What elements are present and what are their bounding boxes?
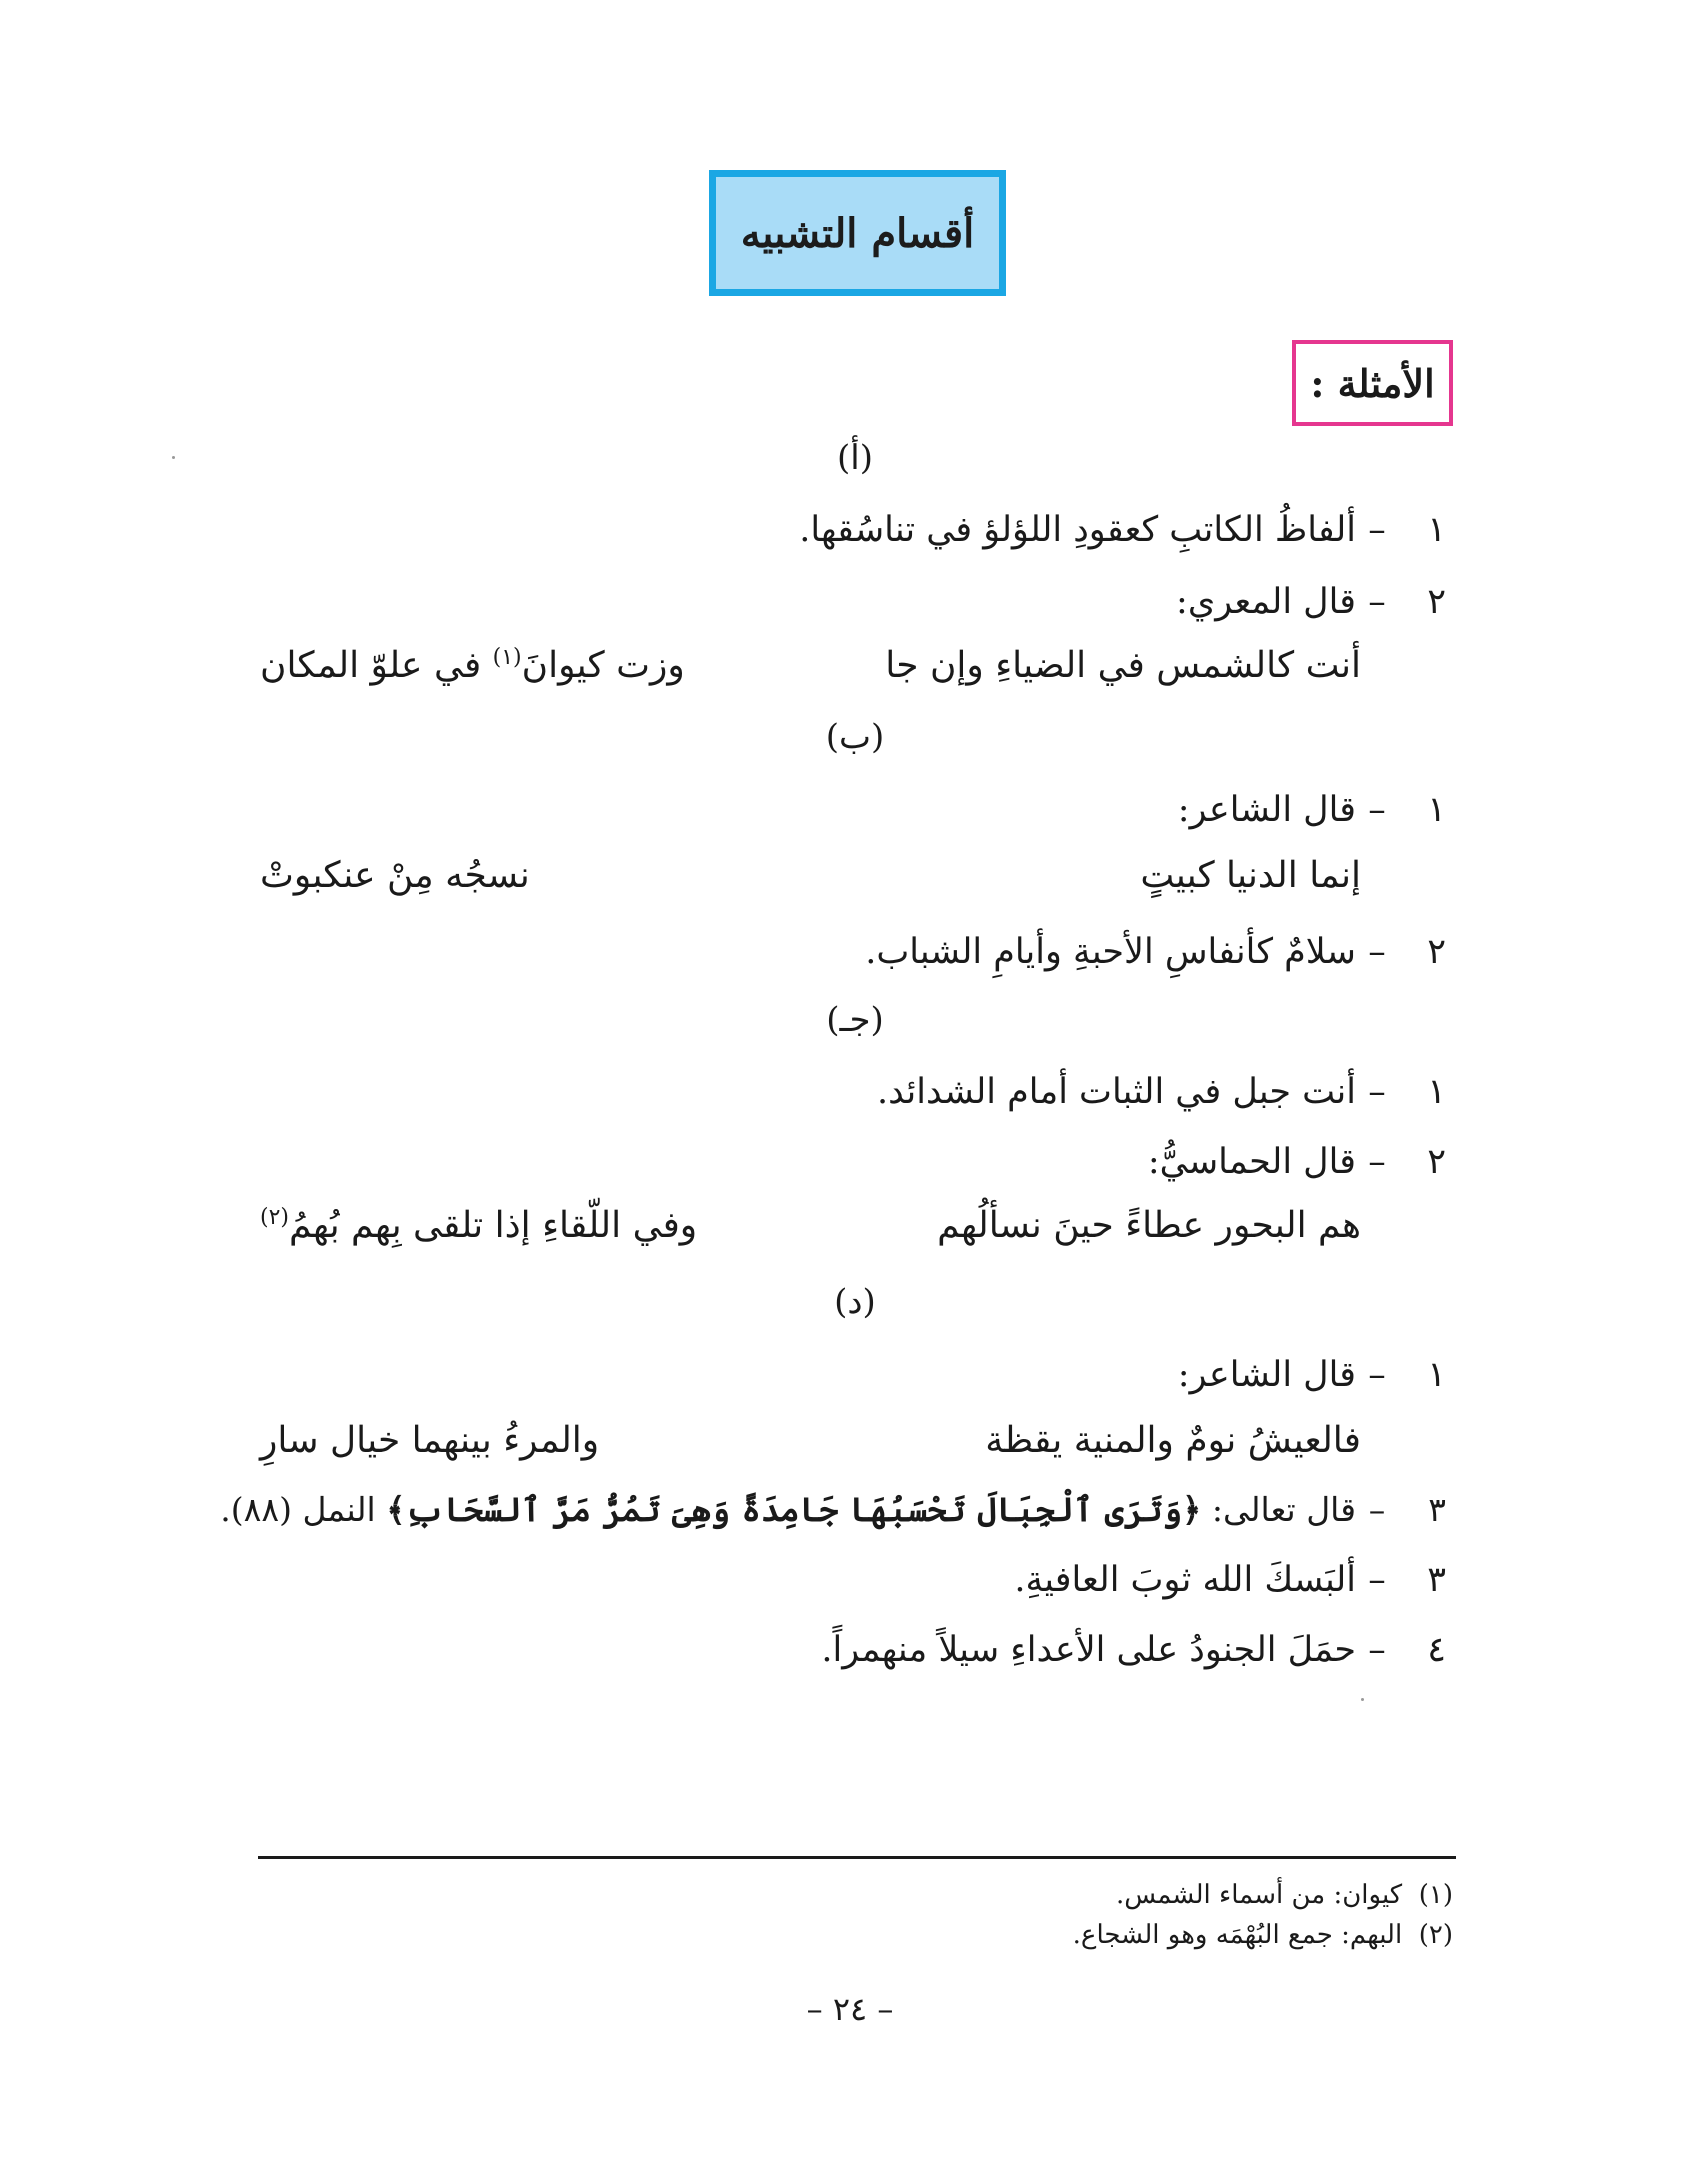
item-text: حمَلَ الجنودُ على الأعداءِ سيلاً منهمراً. [821,1630,1356,1670]
item-dash: – [1368,1560,1386,1600]
item-number: ١ [1427,510,1446,550]
item-text: قال المعري: [1176,582,1356,622]
example-b-2 [865,932,1446,972]
example-d-3 [1014,1560,1446,1600]
scan-speck [1361,1698,1364,1701]
verse-b [260,855,1361,903]
examples-heading: الأمثلة : [1310,360,1435,406]
quran-verse: ﴿وَتَرَى ٱلْجِبَالَ تَحْسَبُهَا جَامِدَةً وَهِىَ تَمُرُّ مَرَّ ٱلسَّحَابِ﴾ [386,1490,1202,1529]
page-title: أقسام التشبيه [740,209,975,257]
example-a-2 [1176,582,1446,622]
item-dash: – [1368,1072,1386,1112]
item-number: ٣ [1428,1490,1446,1529]
verse-part: وزت كيوانَ [521,645,685,686]
group-label-c: (جـ) [826,1000,884,1040]
example-d-2 [220,1490,1446,1529]
group-label-d: (د) [834,1282,876,1322]
item-number: ١ [1427,790,1446,830]
footnote-mark-2: (٢) [260,1205,290,1230]
footnote-mark: (٢) [1418,1920,1453,1950]
verse-first-hemistich: إنما الدنيا كبيتٍ [1140,855,1361,896]
footnote-mark-1: (١) [492,645,522,670]
group-label-a: (أ) [837,438,873,478]
example-b-1 [1178,790,1446,830]
verse-d [260,1420,1361,1468]
item-text: ألبَسكَ الله ثوبَ العافيةِ. [1014,1560,1356,1600]
item-number: ٣ [1427,1560,1446,1600]
item-dash: – [1368,1142,1386,1182]
item-number: ٢ [1427,932,1446,972]
examples-heading-box [1292,340,1453,426]
verse-first-hemistich: فالعيشُ نومٌ والمنية يقظة [985,1420,1361,1461]
scan-speck [172,456,175,459]
verse-c [260,1205,1361,1253]
verse-part: في علوّ المكان [260,645,493,686]
item-number: ١ [1427,1072,1446,1112]
item-text: سلامٌ كأنفاسِ الأحبةِ وأيامِ الشباب. [865,932,1356,972]
example-a-1 [799,510,1446,550]
item-text: قال الحماسيُّ: [1147,1142,1356,1182]
verse-second-hemistich: نسجُه مِنْ عنكبوتْ [260,855,530,896]
item-number: ٢ [1427,582,1446,622]
group-label-b: (ب) [825,717,885,757]
example-c-1 [877,1072,1446,1112]
item-number: ١ [1427,1355,1446,1395]
item-text: قال الشاعر: [1177,790,1356,830]
footnote-divider [258,1856,1456,1859]
verse-second-hemistich: والمرءُ بينهما خيال سارِ [260,1420,600,1461]
item-number: ٤ [1427,1630,1446,1670]
item-dash: – [1368,790,1386,830]
item-dash: – [1368,582,1386,622]
title-box [709,170,1006,296]
item-dash: – [1368,1630,1386,1670]
verse-a [260,645,1361,693]
item-text: أنت جبل في الثبات أمام الشدائد. [877,1072,1356,1112]
item-dash: – [1368,1355,1386,1395]
footnote-mark: (١) [1418,1880,1453,1910]
quran-citation: النمل (٨٨). [220,1490,387,1529]
example-d-1 [1178,1355,1446,1395]
item-dash: – [1368,1490,1386,1529]
item-text: ألفاظُ الكاتبِ كعقودِ اللؤلؤ في تناسُقها. [799,510,1356,550]
item-dash: – [1368,510,1386,550]
verse-first-hemistich: هم البحور عطاءً حينَ نسألُهم [937,1205,1361,1246]
example-d-4 [821,1630,1446,1670]
footnote-2 [1073,1920,1453,1950]
verse-second-hemistich [260,1205,697,1246]
item-number: ٢ [1427,1142,1446,1182]
item-text: قال الشاعر: [1177,1355,1356,1395]
item-text: قال تعالى: [1201,1490,1356,1529]
verse-second-hemistich [260,645,685,686]
footnote-1 [1116,1880,1453,1910]
page-number: – ٢٤ – [806,1990,894,2028]
item-dash: – [1368,932,1386,972]
footnote-text: كيوان: من أسماء الشمس. [1115,1880,1403,1910]
footnote-text: البهم: جمع البُهْمَه وهو الشجاع. [1072,1920,1403,1950]
example-c-2 [1148,1142,1446,1182]
verse-first-hemistich: أنت كالشمس في الضياءِ وإن جا [885,645,1361,686]
verse-part: وفي اللّقاءِ إذا تلقى بِهم بُهمُ [289,1205,698,1246]
